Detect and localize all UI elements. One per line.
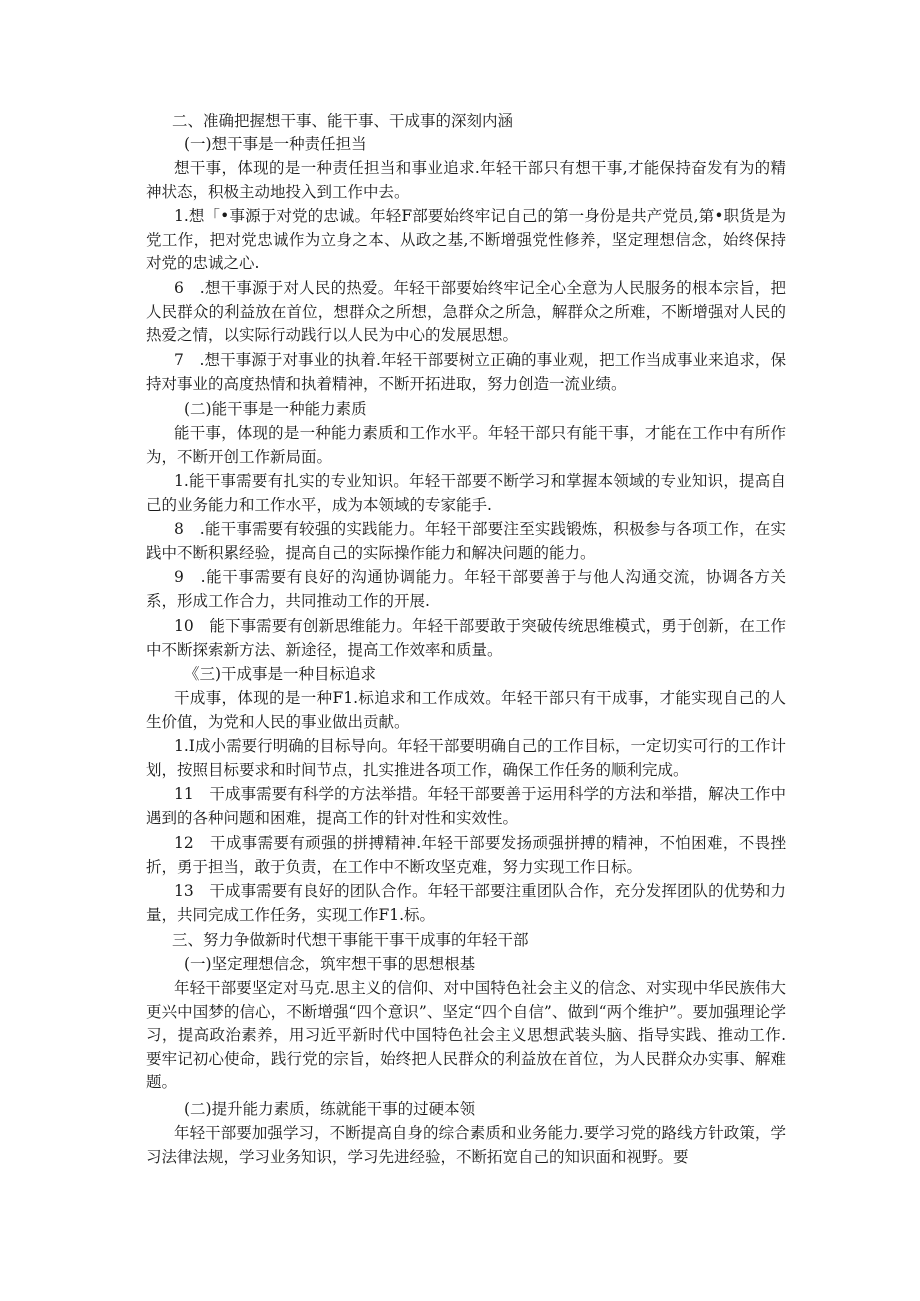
subsection-heading-3-2: (二)提升能力素质，练就能干事的过硬本领 [184, 1100, 476, 1118]
paragraph: 8 .能干事需要有较强的实践能力。年轻干部要注至实践锻炼，积极参与各项工作，在实践中不断积累经验，提高自己的实际操作能力和解决问题的能力。 [146, 520, 786, 562]
subsection-heading-2-1: (一)想干事是一种责任担当 [184, 135, 367, 153]
paragraph: 10 能下事需要有创新思维能力。年轻干部要敢于突破传统思维模式，勇于创新，在工作中不断探索新方法、新途径，提高工作效率和质量。 [146, 617, 786, 659]
paragraph: 1.I成小需要行明确的目标导向。年轻干部要明确自己的工作目标，一定切实可行的工作计划，按照目标要求和时间节点，扎实推进各项工作，确保工作任务的顺利完成。 [146, 737, 786, 779]
paragraph: 能干事，体现的是一种能力素质和工作水平。年轻干部只有能干事，才能在工作中有所作为，不断开创工作新局面。 [146, 424, 786, 466]
paragraph: 13 干成事需要有良好的团队合作。年轻干部要注重团队合作，充分发挥团队的优势和力量，共同完成工作任务，实现工作F1.标。 [146, 882, 786, 924]
paragraph: 7 .想干事源于对事业的执着.年轻干部要树立正确的事业观，把工作当成事业来追求，保持对事业的高度热情和执着精神，不断开拓进取，努力创造一流业绩。 [146, 351, 786, 393]
paragraph: 6 .想干事源于对人民的热爱。年轻干部要始终牢记全心全意为人民服务的根本宗旨，把人民群众的利益放在首位，想群众之所想，急群众之所急，解群众之所难，不断增强对人民的热爱之情，以实际行动践行以人民为中心的发展思想。 [146, 279, 786, 344]
section-heading-3: 三、努力争做新时代想干事能干事干成事的年轻干部 [172, 931, 529, 949]
paragraph: 干成事，体现的是一种F1.标追求和工作成效。年轻干部只有干成事，才能实现自己的人生价值，为党和人民的事业做出贡献。 [146, 689, 786, 731]
paragraph: 1.想「•事源于对党的忠诚。年轻F部要始终牢记自己的第一身份是共产党员,第•职货是为党工作，把对党忠诚作为立身之本、从政之基,不断增强党性修养，坚定理想信念，始终保持对党的忠诚之心. [146, 207, 786, 272]
paragraph: 年轻干部要坚定对马克.思主义的信仰、对中国特色社会主义的信念、对实现中华民族伟大更兴中国梦的信心，不断增强“四个意识”、坚定“四个自信”、做到“两个维护”。要加强理论学习，提高政治素养，用习近平新时代中国特色社会主义思想武装头脑、指导实践、推动工作.要牢记初心使命，践行党的宗旨，始终把人民群众的利益放在首位，为人民群众办实事、解难题。 [146, 979, 786, 1091]
subsection-heading-2-3: 《三)干成事是一种目标追求 [184, 665, 377, 683]
paragraph: 年轻干部要加强学习，不断提高自身的综合素质和业务能力.要学习党的路线方针政策，学习法律法规，学习业务知识，学习先进经验，不断拓宽自己的知识面和视野。要 [146, 1124, 786, 1166]
paragraph: 9 .能干事需要有良好的沟通协调能力。年轻干部要善于与他人沟通交流，协调各方关系，形成工作合力，共同推动工作的开展. [146, 568, 786, 610]
subsection-heading-3-1: (一)坚定理想信念，筑牢想干事的思想根基 [184, 955, 476, 973]
subsection-heading-2-2: (二)能干事是一种能力素质 [184, 400, 367, 418]
paragraph: 想干事，体现的是一种责任担当和事业追求.年轻干部只有想干事,才能保持奋发有为的精神状态，积极主动地投入到工作中去。 [146, 159, 786, 201]
section-heading-2: 二、准确把握想干事、能干事、干成事的深刻内涵 [172, 112, 514, 130]
paragraph: 11 干成事需要有科学的方法举措。年轻干部要善于运用科学的方法和举措，解决工作中遇到的各种问题和困难，提高工作的针对性和实效性。 [146, 785, 786, 827]
paragraph: 12 干成事需要有顽强的拼搏精神.年轻干部要发扬顽强拼搏的精神，不怕困难，不畏挫折，勇于担当，敢于负责，在工作中不断攻坚克难，努力实现工作日标。 [146, 834, 786, 876]
paragraph: 1.能干事需要有扎实的专业知识。年轻干部要不断学习和掌握本领域的专业知识，提高自己的业务能力和工作水平，成为本领域的专家能手. [146, 472, 786, 514]
